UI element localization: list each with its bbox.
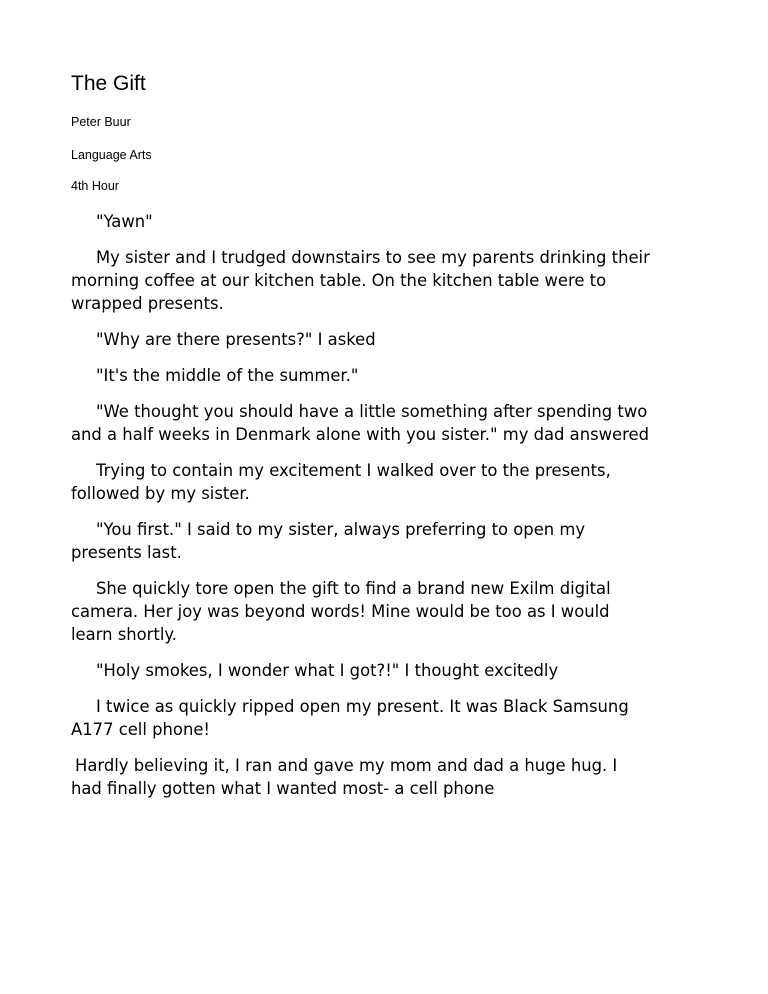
paragraph (71, 518, 721, 564)
paragraph-line: My sister and I trudged downstairs to see my parents drinking their (96, 248, 650, 267)
paragraph-line: A177 cell phone! (71, 720, 210, 739)
author-name: Peter Buur (71, 115, 131, 129)
paragraph-line: followed by my sister. (71, 484, 250, 503)
paragraph-line: had finally gotten what I wanted most- a cell phone (71, 779, 495, 798)
paragraph-line: camera. Her joy was beyond words! Mine would be too as I would (71, 602, 610, 621)
paragraph (71, 459, 721, 505)
paragraph (71, 400, 721, 446)
paragraph (71, 328, 721, 351)
paragraph-line: Trying to contain my excitement I walked over to the presents, (96, 461, 611, 480)
paragraph-line: "It's the middle of the summer." (96, 366, 359, 385)
paragraph-line: "Holy smokes, I wonder what I got?!" I thought excitedly (96, 661, 559, 680)
paragraph (71, 659, 721, 682)
paragraph-line: "You first." I said to my sister, always preferring to open my (96, 520, 586, 539)
paragraph (71, 695, 721, 741)
paragraph-line: "Why are there presents?" I asked (96, 330, 376, 349)
paragraph-line: "Yawn" (96, 212, 153, 231)
paragraph (71, 246, 721, 315)
paragraph-line: learn shortly. (71, 625, 177, 644)
paragraph-line: She quickly tore open the gift to find a brand new Exilm digital (96, 579, 611, 598)
class-name: Language Arts (71, 148, 152, 162)
document-title: The Gift (71, 72, 146, 95)
story-body (71, 210, 721, 813)
paragraph-line: Hardly believing it, I ran and gave my mom and dad a huge hug. I (75, 756, 618, 775)
paragraph-line: "We thought you should have a little something after spending two (96, 402, 648, 421)
paragraph-line: presents last. (71, 543, 182, 562)
paragraph (71, 364, 721, 387)
paragraph (71, 754, 721, 800)
paragraph-line: and a half weeks in Denmark alone with you sister." my dad answered (71, 425, 650, 444)
paragraph-line: wrapped presents. (71, 294, 224, 313)
class-hour: 4th Hour (71, 179, 119, 193)
paragraph (71, 210, 721, 233)
paragraph-line: morning coffee at our kitchen table. On the kitchen table were to (71, 271, 607, 290)
paragraph (71, 577, 721, 646)
paragraph-line: I twice as quickly ripped open my present. It was Black Samsung (96, 697, 629, 716)
